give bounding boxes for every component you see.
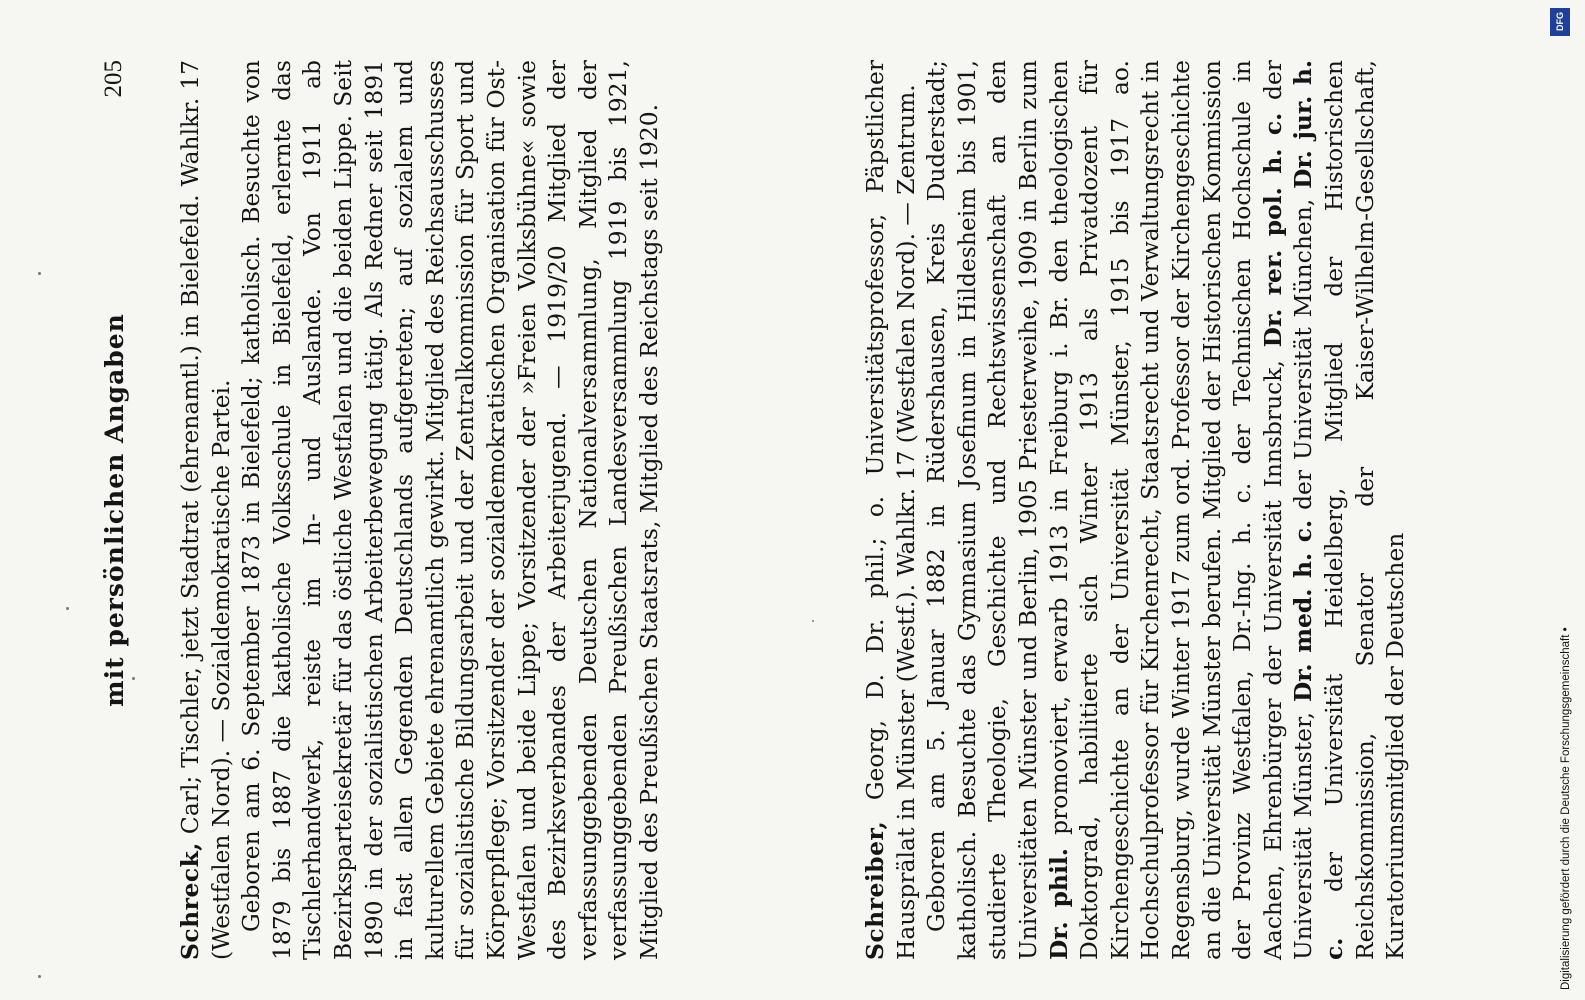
degree-bold: Dr. rer. pol. h. c. (1258, 112, 1287, 348)
degree-bold: Dr. jur. h. c. (1289, 59, 1348, 960)
body-text: promoviert, erwarb 1913 in Freiburg i. Br. den theologischen Doktorgrad, habilitierte sich Winter 1913 als Privatdozent für Kirchengeschichte an der Universität Münster, 1915 bis 1917 ao. Hochschulprofessor für Kirchenrecht, Staatsrecht und Verwaltungsrecht in Regensburg, wurde Winter 1917 zum ord. Professor der Kirchengeschichte an die Universität Münster berufen. Mitglied der Historischen Kommission der Provinz Westfalen, Dr.-Ing. h. c. der Technischen Hochschule in Aachen, Ehrenbürger der Universität Innsbruck, (1044, 60, 1287, 960)
body-text: der Universität München, (1289, 188, 1318, 520)
degree-bold: Dr. phil. (1044, 848, 1073, 960)
page-content (100, 60, 1520, 960)
scan-speck (66, 607, 69, 610)
entry-heading (860, 60, 921, 960)
biography-entry-schreck (175, 60, 665, 960)
scan-speck (812, 620, 814, 622)
entry-name: Schreck, (176, 842, 204, 960)
entry-body (921, 60, 1411, 960)
entry-name: Schreiber, (861, 820, 889, 960)
entry-body: Geboren am 6. September 1873 in Bielefeld; katholisch. Besuchte von 1879 bis 1887 die katholische Volksschule in Bielefeld, erlernte das Tischlerhandwerk, reiste im In- und Auslande. Von 1911 ab Bezirksparteisekretär für das östliche Westfalen und die beiden Lippe. Seit 1890 in der sozialistischen Arbeiterbewegung tätig. Als Redner seit 1891 in fast allen Gegenden Deutschlands aufgetreten; auf sozialem und kulturellem Gebiete ehrenamtlich gewirkt. Mitglied des Reichsausschusses für sozialistische Bildungsarbeit und der Zentralkommission für Sport und Körperpflege; Vorsitzender der sozialdemokratischen Organisation für Ost-Westfalen und beide Lippe; Vorsitzender der »Freien Volksbühne« sowie des Bezirksverbandes der Arbeiterjugend. — 1919/20 Mitglied der verfassunggebenden Deutschen Nationalversammlung, Mitglied der verfassunggebenden Preußischen Landesversammlung 1919 bis 1921, Mitglied des Preußischen Staatsrats, Mitglied des Reichstags seit 1920. (237, 60, 663, 960)
body-text: der Universität Heidelberg, Mitglied der Historischen Reichskommission, Senator der Kaiser-Wilhelm-Gesellschaft, Kuratoriumsmitglied der Deutschen (1319, 60, 1410, 960)
page-number: 205 (100, 60, 127, 98)
dfg-logo: DFG (1550, 8, 1570, 36)
entry-head-text: Georg, D. Dr. phil.; o. Universitätsprofessor, Päpstlicher Hausprälat in Münster (Westf.). Wahlkr. 17 (Westfalen Nord). — Zentrum. (861, 60, 920, 960)
running-head (100, 60, 140, 960)
scan-speck (38, 975, 41, 978)
body-text: Geboren am 5. Januar 1882 in Rüdershausen, Kreis Duderstadt; katholisch. Besuchte das Gymnasium Josefinum in Hildesheim bis 1901, studierte Theologie, Geschichte und Rechtswissenschaft an den Universitäten Münster und Berlin, 1905 Priesterweihe, 1909 in Berlin zum (922, 60, 1042, 960)
digitization-credit: Digitalisierung gefördert durch die Deutsche Forschungsgemeinschaft • (1560, 627, 1572, 990)
biography-entry-schreiber (860, 60, 1411, 960)
entry-head-text: Carl; Tischler, jetzt Stadtrat (ehrenamtl.) in Bielefeld. Wahlkr. 17 (Westfalen Nord). — Sozialdemokratische Partei. (176, 59, 235, 960)
scan-speck (132, 677, 135, 680)
entry-heading (175, 60, 236, 960)
body-text: der Universität Münster, (1258, 60, 1318, 960)
running-title: mit persönlichen Angaben (100, 313, 129, 707)
scan-speck (38, 272, 41, 275)
degree-bold: Dr. med. h. c. (1289, 519, 1318, 703)
